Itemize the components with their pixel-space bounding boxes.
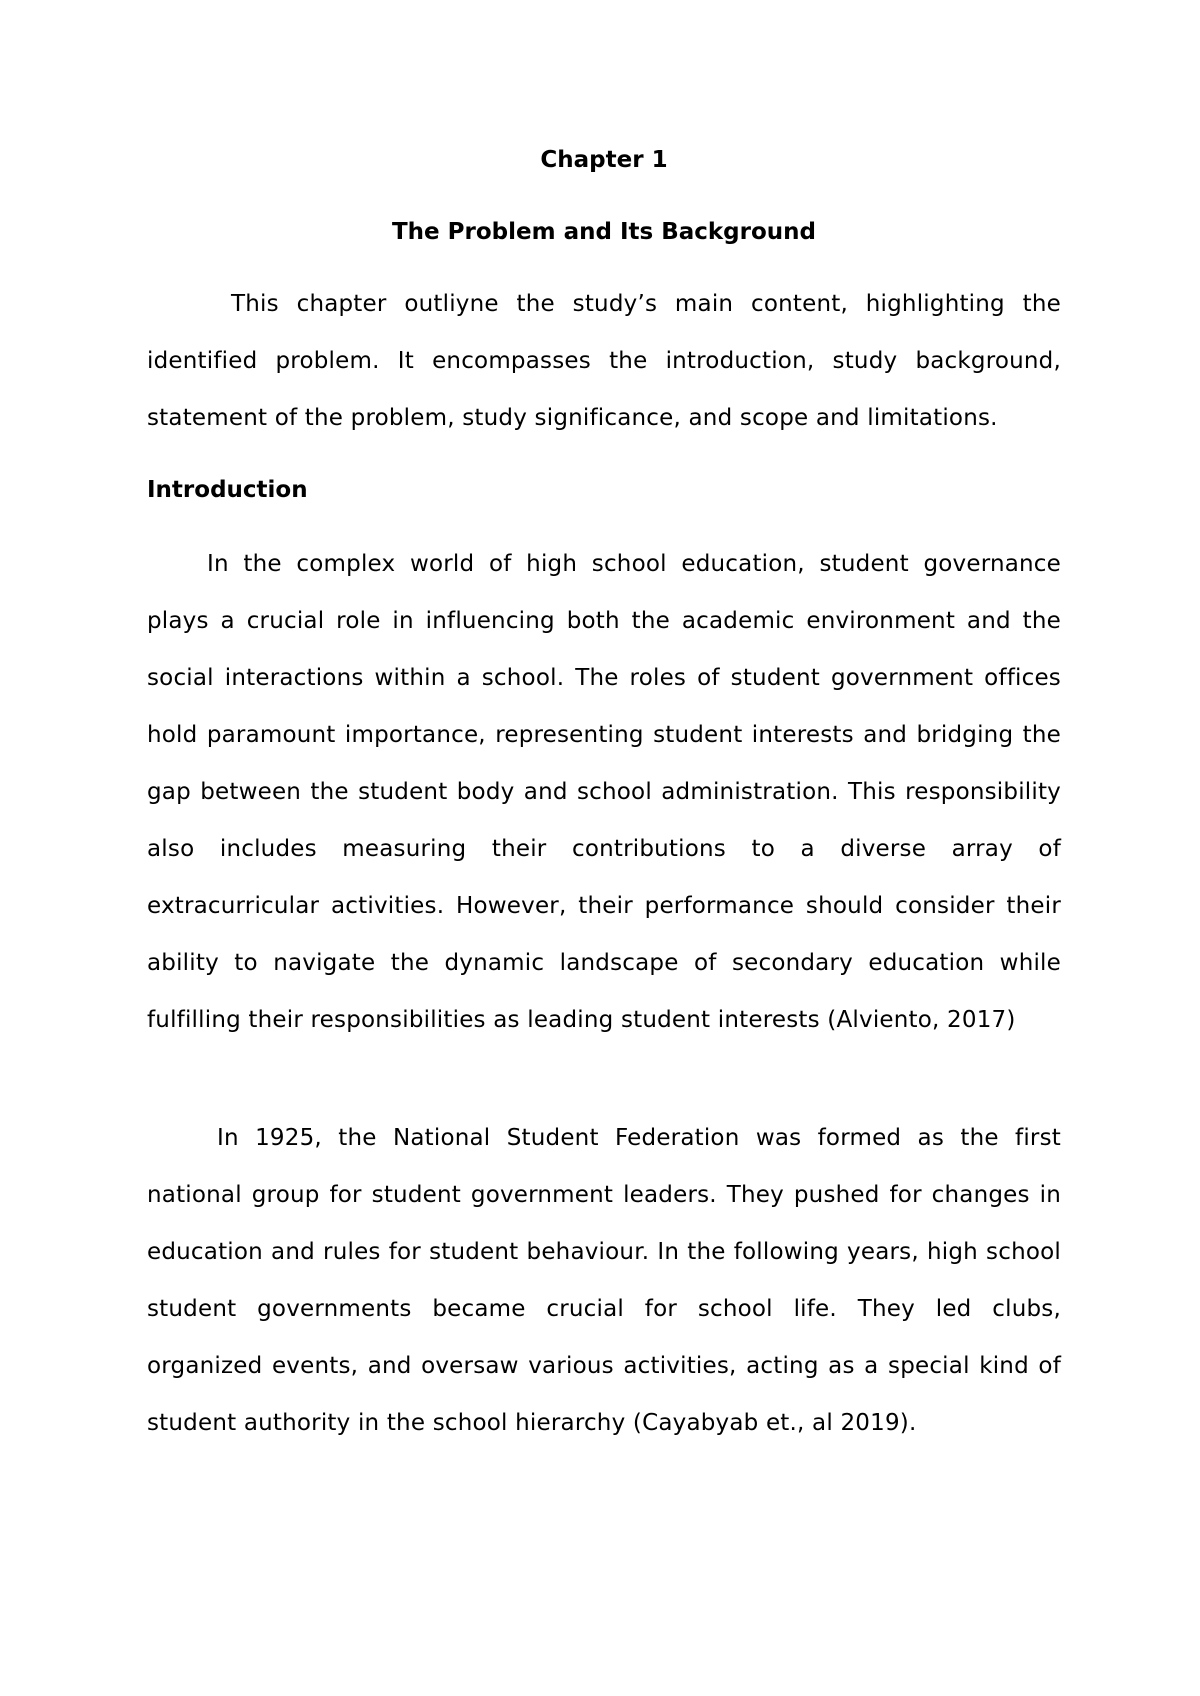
chapter-number: Chapter 1: [540, 147, 668, 173]
chapter-summary-paragraph: This chapter outliyne the study’s main content, highlighting the identified problem. It encompasses the introduction, study background, statement of the problem, study significance, and scope and limitations.: [147, 291, 1061, 431]
introduction-paragraph: In the complex world of high school education, student governance plays a crucial role in influencing both the academic environment and the social interactions within a school. The roles of student government offices hold paramount importance, representing student interests and bridging the gap between the student body and school administration. This responsibility also includes measuring their contributions to a diverse array of extracurricular activities. However, their performance should consider their ability to navigate the dynamic landscape of secondary education while fulfilling their responsibilities as leading student interests (Alviento, 2017): [147, 551, 1061, 1033]
introduction-heading: Introduction: [147, 477, 308, 503]
introduction-paragraph: In 1925, the National Student Federation was formed as the first national group for student government leaders. They pushed for changes in education and rules for student behaviour. In the following years, high school student governments became crucial for school life. They led clubs, organized events, and oversaw various activities, acting as a special kind of student authority in the school hierarchy (Cayabyab et., al 2019).: [147, 1125, 1061, 1436]
document-page: [147, 0, 1061, 1696]
chapter-title: The Problem and Its Background: [391, 219, 816, 245]
